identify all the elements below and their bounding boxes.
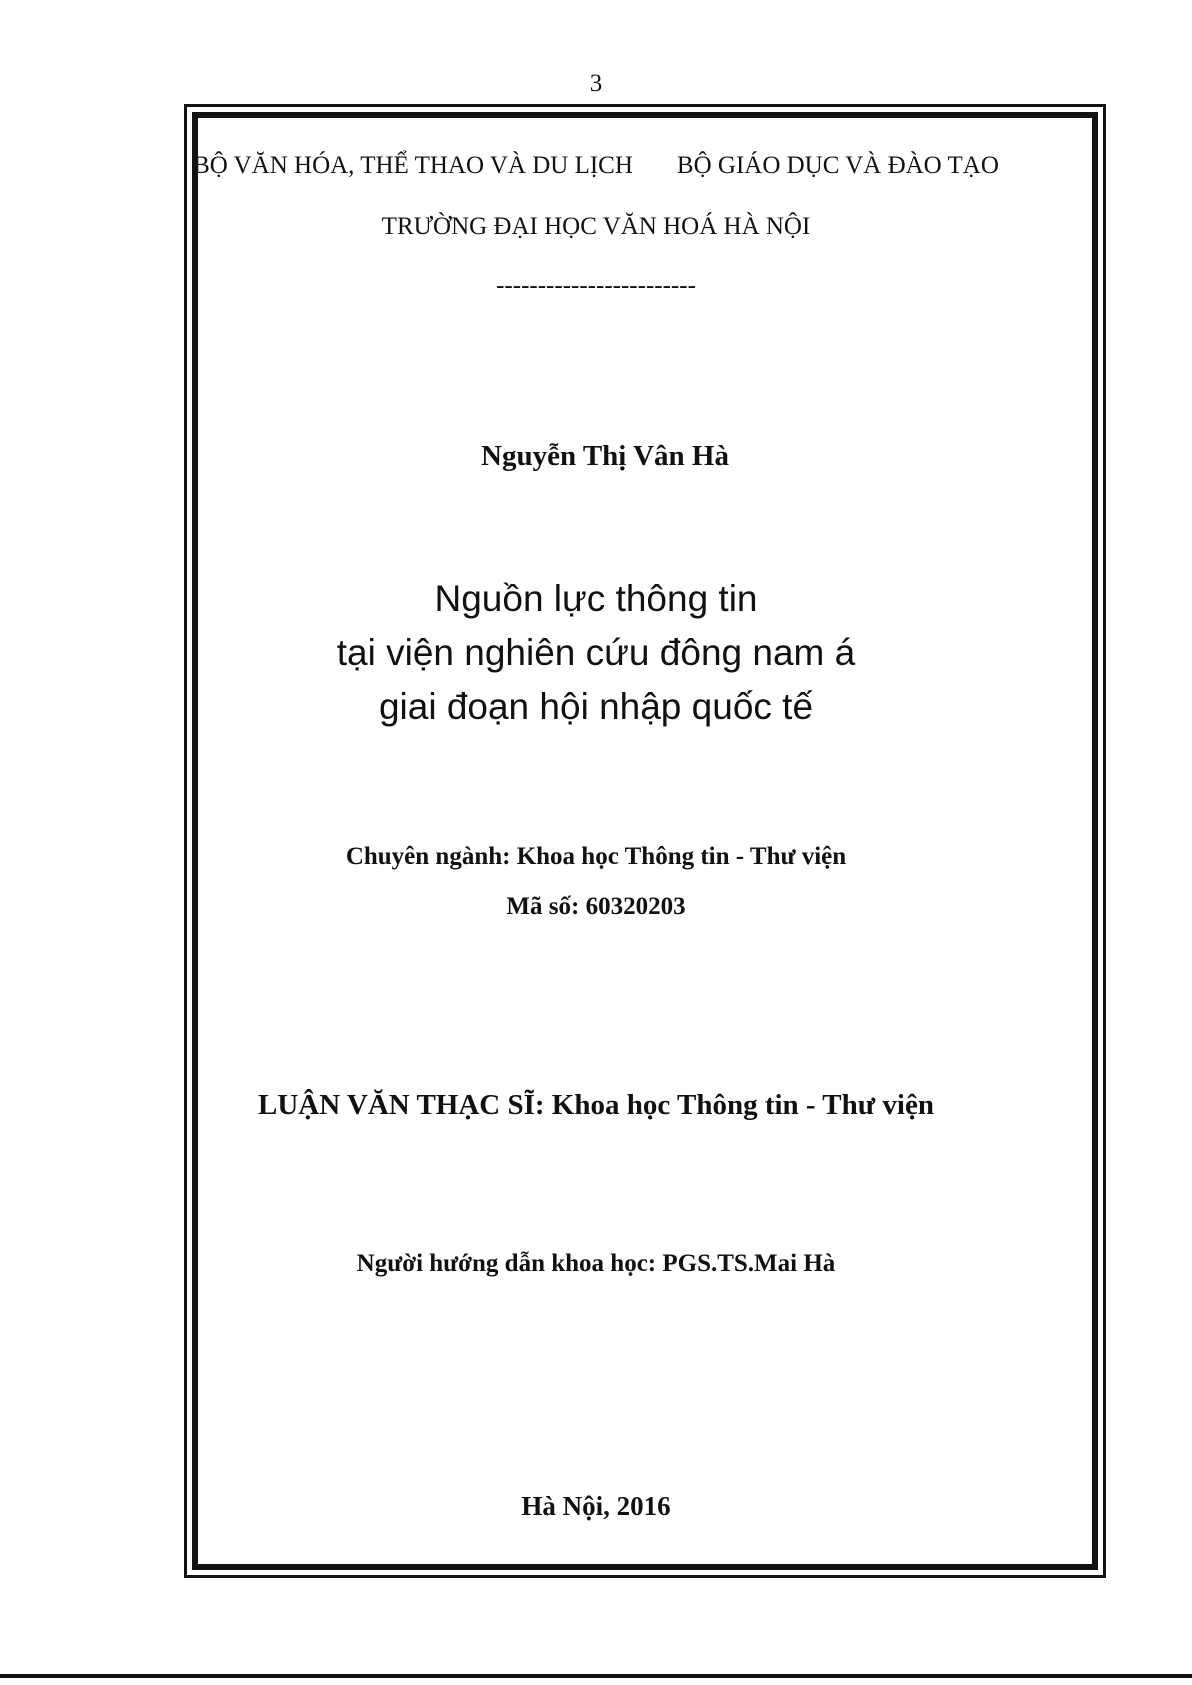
program-code: Mã số: 60320203 <box>506 893 686 920</box>
place-year: Hà Nội, 2016 <box>521 1491 671 1521</box>
specialization: Chuyên ngành: Khoa học Thông tin - Thư viện <box>345 843 847 870</box>
ministries-header <box>0 152 1192 180</box>
separator-line: ------------------------ <box>496 272 696 299</box>
university-name: TRƯỜNG ĐẠI HỌC VĂN HOÁ HÀ NỘI <box>381 213 811 240</box>
title-line-1: Nguồn lực thông tin <box>434 578 758 619</box>
thesis-title <box>0 572 1192 734</box>
cover-border-inner <box>192 112 1098 1570</box>
title-line-2: tại viện nghiên cứu đông nam á <box>336 632 856 673</box>
advisor: Người hướng dẫn khoa học: PGS.TS.Mai Hà <box>356 1250 836 1277</box>
thesis-type: LUẬN VĂN THẠC SĨ: Khoa học Thông tin - Thư viện <box>258 1089 934 1121</box>
page-bottom-rule <box>0 1674 1192 1678</box>
page-number: 3 <box>589 70 603 97</box>
ministry-culture: BỘ VĂN HÓA, THỂ THAO VÀ DU LỊCH <box>193 152 633 179</box>
author-name: Nguyễn Thị Vân Hà <box>481 440 729 472</box>
title-line-3: giai đoạn hội nhập quốc tế <box>378 686 814 727</box>
cover-border <box>184 104 1106 1578</box>
ministry-education: BỘ GIÁO DỤC VÀ ĐÀO TẠO <box>676 152 999 179</box>
